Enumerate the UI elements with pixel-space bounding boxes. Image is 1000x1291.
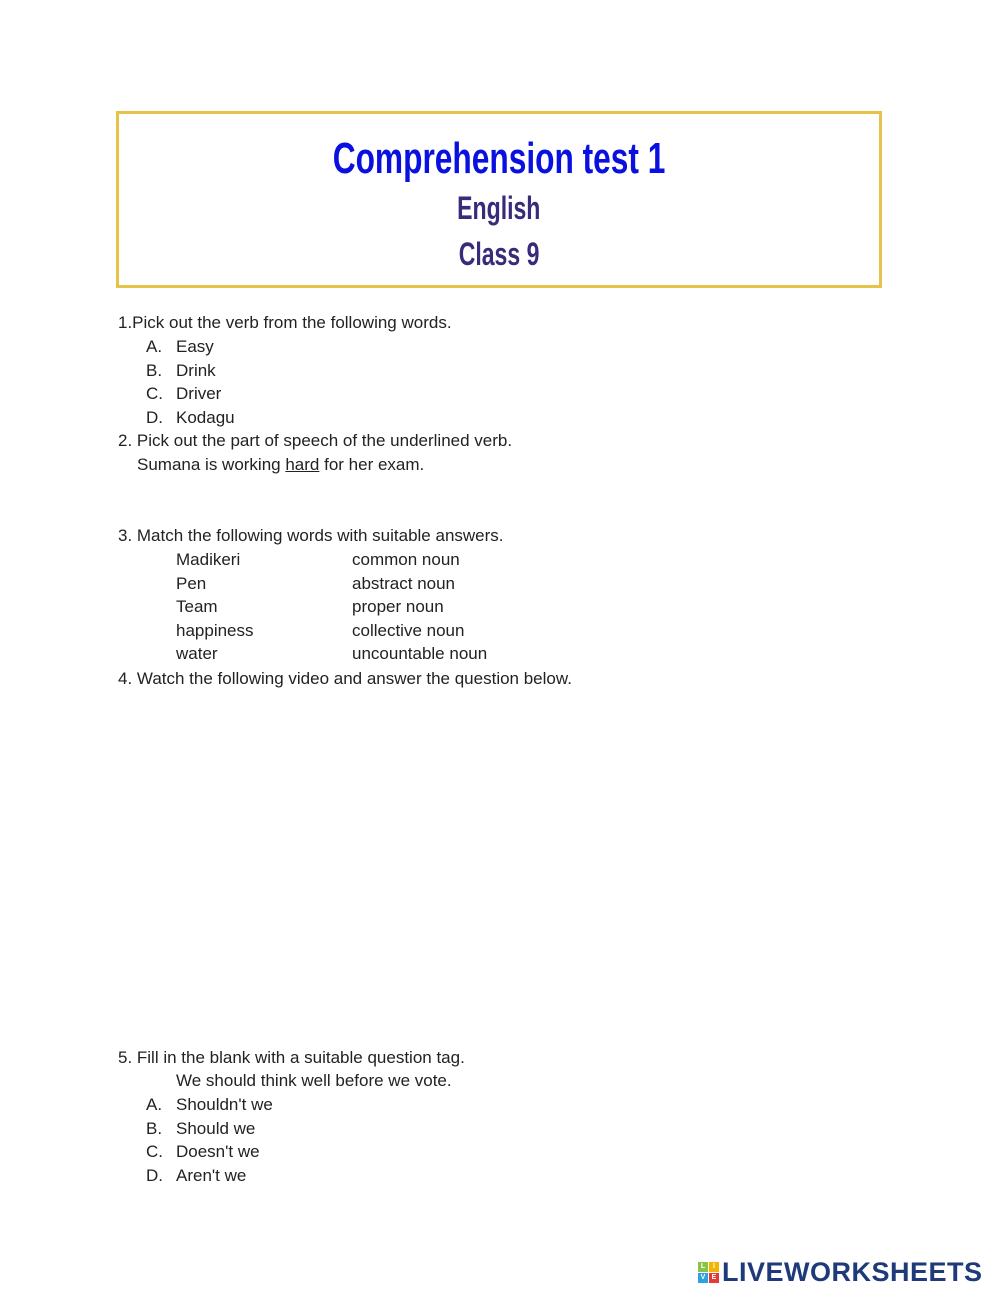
option-text: Drink xyxy=(176,360,216,380)
logo-tiles-icon: L I V E xyxy=(698,1262,719,1283)
option-text: Should we xyxy=(176,1118,256,1138)
option-text: Shouldn't we xyxy=(176,1095,273,1114)
match-left-item: water xyxy=(176,644,218,664)
match-right-item: abstract noun xyxy=(352,573,456,593)
option-text: Easy xyxy=(176,337,214,356)
question-5-sentence: We should think well before we vote. xyxy=(176,1071,452,1090)
match-right-item: collective noun xyxy=(352,620,465,640)
option-letter: C. xyxy=(146,1142,163,1162)
option-letter: B. xyxy=(146,360,163,380)
match-right-item: uncountable noun xyxy=(352,644,488,664)
underlined-word: hard xyxy=(285,455,320,474)
subject: English xyxy=(457,190,541,226)
worksheet-title: Comprehension test 1 xyxy=(332,134,666,183)
match-left-item: Team xyxy=(176,597,218,617)
match-left-item: Madikeri xyxy=(176,550,241,569)
option-text: Kodagu xyxy=(176,407,235,427)
option-letter: C. xyxy=(146,384,163,404)
liveworksheets-logo: L I V E LIVEWORKSHEETS xyxy=(698,1257,983,1288)
option-letter: D. xyxy=(146,407,163,427)
question-5: 5. Fill in the blank with a suitable question tag. xyxy=(118,1048,465,1067)
option-text: Driver xyxy=(176,384,222,404)
question-2: 2. Pick out the part of speech of the underlined verb. xyxy=(118,431,513,450)
question-2-sentence: Sumana is working hard for her exam. xyxy=(137,455,425,474)
question-1: 1.Pick out the verb from the following words. xyxy=(118,313,452,332)
option-text: Aren't we xyxy=(176,1165,247,1185)
option-letter: A. xyxy=(146,337,163,356)
match-left-item: Pen xyxy=(176,573,207,593)
match-right-item: proper noun xyxy=(352,597,444,617)
match-left-item: happiness xyxy=(176,620,254,640)
option-letter: B. xyxy=(146,1118,163,1138)
match-right-item: common noun xyxy=(352,550,460,569)
option-text: Doesn't we xyxy=(176,1142,260,1162)
header-box xyxy=(116,111,882,288)
class-label: Class 9 xyxy=(458,236,540,272)
option-letter: D. xyxy=(146,1165,163,1185)
question-4: 4. Watch the following video and answer the question below. xyxy=(118,669,572,688)
option-letter: A. xyxy=(146,1095,163,1114)
question-3: 3. Match the following words with suitable answers. xyxy=(118,526,504,545)
